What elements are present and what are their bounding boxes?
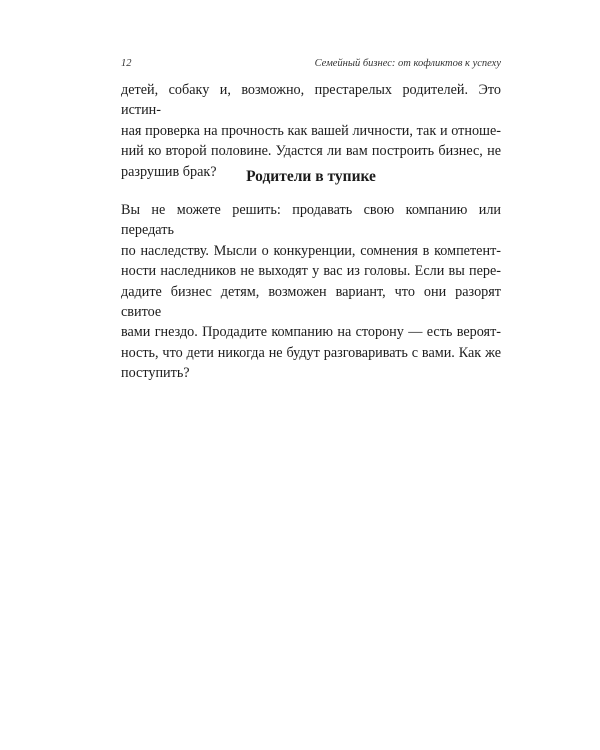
paragraph-section <box>121 200 501 384</box>
text-line: ности наследников не выходят у вас из головы. Если вы пере- <box>121 263 501 280</box>
text-line: разрушив брак? <box>121 163 217 180</box>
text-line: ний ко второй половине. Удастся ли вам построить бизнес, не <box>121 143 501 160</box>
running-header <box>121 58 501 74</box>
text-line: по наследству. Мысли о конкуренции, сомнения в компетент- <box>121 242 501 259</box>
running-header-title: Семейный бизнес: от кофликтов к успеху <box>314 58 501 69</box>
section-heading: Родители в тупике <box>246 168 376 185</box>
text-line: детей, собаку и, возможно, престарелых родителей. Это истин- <box>121 82 501 119</box>
text-line: вами гнездо. Продадите компанию на сторону — есть вероят- <box>121 324 501 341</box>
text-line: Вы не можете решить: продавать свою компанию или передать <box>121 202 501 239</box>
text-line: поступить? <box>121 365 190 382</box>
page-number: 12 <box>121 58 132 69</box>
text-line: дадите бизнес детям, возможен вариант, что они разорят свитое <box>121 283 501 321</box>
paragraph-intro <box>121 80 501 182</box>
text-line: ность, что дети никогда не будут разговаривать с вами. Как же <box>121 344 501 361</box>
text-line: ная проверка на прочность как вашей личности, так и отноше- <box>121 122 501 139</box>
